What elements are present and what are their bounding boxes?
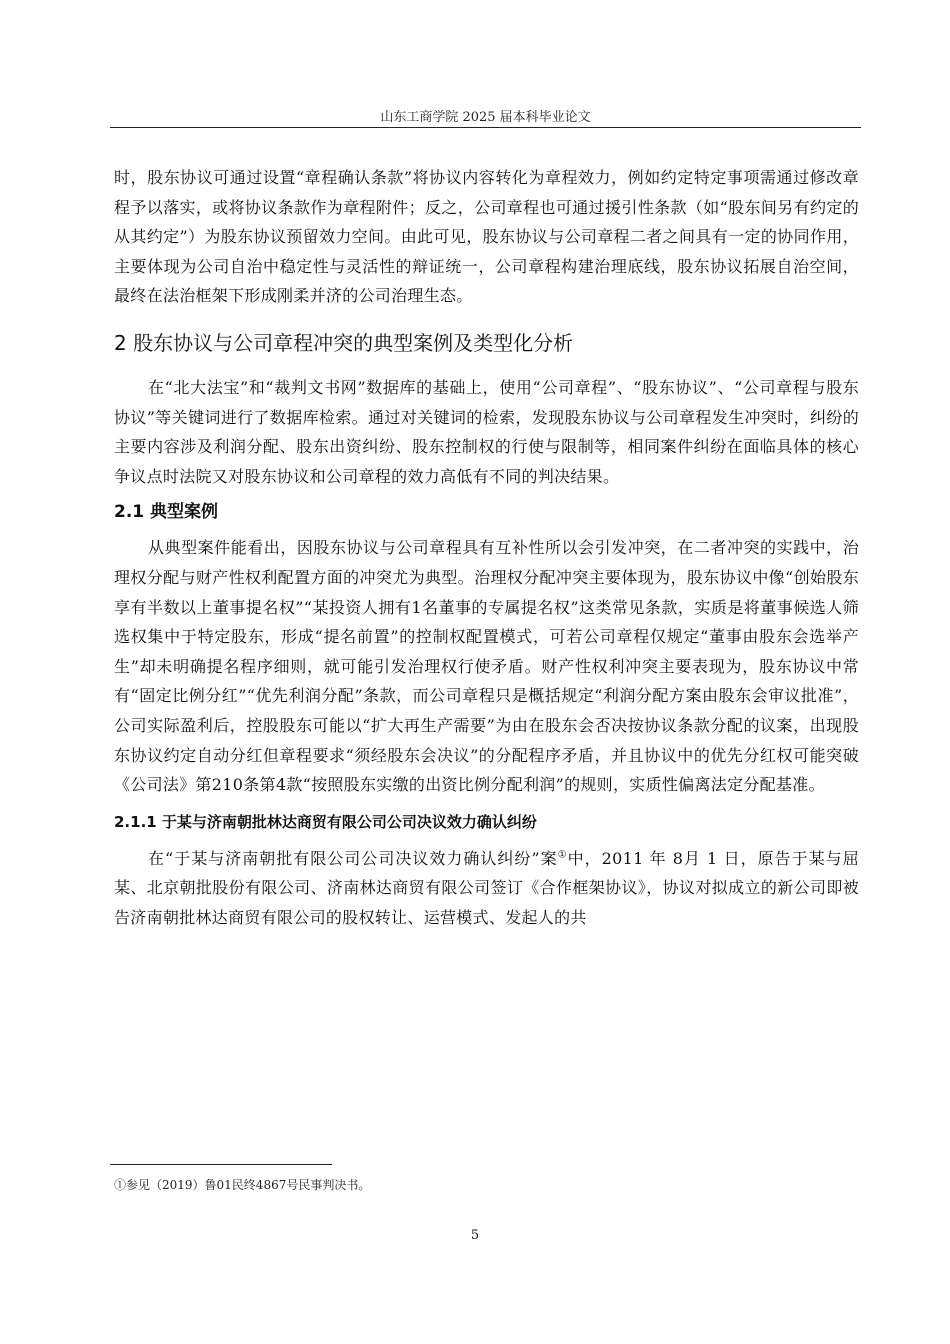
paragraph-continuation: 时，股东协议可通过设置“章程确认条款”将协议内容转化为章程效力，例如约定特定事项需通过修改章程予以落实，或将协议条款作为章程附件；反之，公司章程也可通过援引性条款（如“股东间另有约定的从其约定”）为股东协议预留效力空间。由此可见，股东协议与公司章程二者之间具有一定的协同作用，主要体现为公司自治中稳定性与灵活性的辩证统一，公司章程构建治理底线，股东协议拓展自治空间，最终在法治框架下形成刚柔并济的公司治理生态。 <box>114 168 859 306</box>
section-heading-2-1: 2.1 典型案例 <box>114 502 219 523</box>
footnote-rule <box>110 1164 332 1165</box>
page-body <box>114 163 859 932</box>
section-heading-2-1-1: 2.1.1 于某与济南朝批林达商贸有限公司公司决议效力确认纠纷 <box>114 812 537 831</box>
section-heading-2: 2 股东协议与公司章程冲突的典型案例及类型化分析 <box>114 330 574 355</box>
footnote-marker[interactable]: ① <box>557 849 568 861</box>
running-header: 山东工商学院 2025 届本科毕业论文 <box>380 110 591 125</box>
paragraph-database-search: 在“北大法宝”和“裁判文书网”数据库的基础上，使用“公司章程”、“股东协议”、“公司章程与股东协议”等关键词进行了数据库检索。通过对关键词的检索，发现股东协议与公司章程发生冲突时，纠纷的主要内容涉及利润分配、股东出资纠纷、股东控制权的行使与限制等，相同案件纠纷在面临具体的核心争议点时法院又对股东协议和公司章程的效力高低有不同的判决结果。 <box>114 377 859 486</box>
case-intro-text-b: 中，2011 年 8月 1 日，原告于某与屈某、北京朝批股份有限公司、济南林达商贸有限公司签订《合作框架协议》，协议对拟成立的新公司即被告济南朝批林达商贸有限公司的股权转让、运营模式、发起人的共 <box>114 848 859 927</box>
paragraph-typical-cases: 从典型案件能看出，因股东协议与公司章程具有互补性所以会引发冲突，在二者冲突的实践中，治理权分配与财产性权利配置方面的冲突尤为典型。治理权分配冲突主要体现为，股东协议中像“创始股东享有半数以上董事提名权”“某投资人拥有1名董事的专属提名权”这类常见条款，实质是将董事候选人筛选权集中于特定股东，形成“提名前置”的控制权配置模式，可若公司章程仅规定“董事由股东会选举产生”却未明确提名程序细则，就可能引发治理权行使矛盾。财产性权利冲突主要表现为，股东协议中常有“固定比例分红”“优先利润分配”条款，而公司章程只是概括规定“利润分配方案由股东会审议批准”，公司实际盈利后，控股股东可能以“扩大再生产需要”为由在股东会否决按协议条款分配的议案，出现股东协议约定自动分红但章程要求“须经股东会决议”的分配程序矛盾，并且协议中的优先分红权可能突破《公司法》第210条第4款“按照股东实缴的出资比例分配利润”的规则，实质性偏离法定分配基准。 <box>114 538 859 795</box>
header-rule <box>110 127 861 128</box>
case-intro-text-a: 在“于某与济南朝批有限公司公司决议效力确认纠纷”案 <box>148 848 558 868</box>
paragraph-case-intro <box>114 844 859 933</box>
footnote: ①参见（2019）鲁01民终4867号民事判决书。 <box>114 1178 371 1192</box>
page-number: 5 <box>470 1228 480 1243</box>
